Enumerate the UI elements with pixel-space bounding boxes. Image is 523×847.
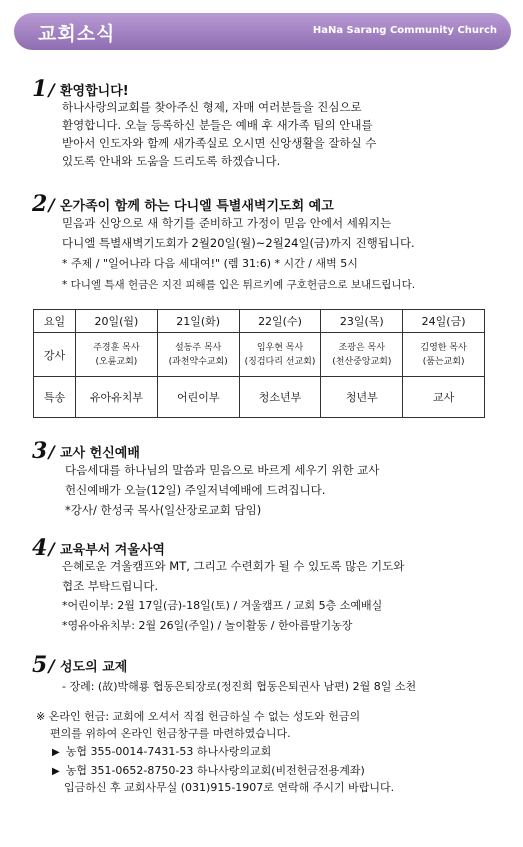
section-number: 1 / <box>32 76 55 102</box>
section-title: 온가족이 함께 하는 다니엘 특별새벽기도회 예고 <box>60 199 334 214</box>
page-title: 교회소식 <box>38 23 116 45</box>
speaker-church: (천산중앙교회) <box>332 356 392 367</box>
section-text: 믿음과 신앙으로 새 학기를 준비하고 가정이 믿음 안에서 세워지는 <box>62 216 392 230</box>
speaker-church: (품는교회) <box>422 356 465 367</box>
table-cell <box>321 333 403 377</box>
section-number: 2 / <box>32 191 55 217</box>
table-cell: 어린이부 <box>157 377 239 418</box>
section-title: 교사 헌신예배 <box>60 446 140 461</box>
section-text: 협조 부탁드립니다. <box>62 579 159 593</box>
speaker-church: (과천약수교회) <box>168 356 228 367</box>
speaker-name: 주경훈 목사 <box>93 342 140 353</box>
section-title: 환영합니다! <box>60 84 129 99</box>
arrow-bullet-icon: ▶ <box>52 766 60 777</box>
section-text: 은혜로운 겨울캠프와 MT, 그리고 수련회가 될 수 있도록 많은 기도와 <box>62 559 405 573</box>
speaker-church: (징검다리 선교회) <box>244 356 316 367</box>
schedule-table <box>33 309 485 418</box>
online-offering-notice <box>36 708 496 798</box>
table-cell: 청소년부 <box>239 377 321 418</box>
speaker-name: 설동주 목사 <box>175 342 222 353</box>
table-cell: 청년부 <box>321 377 403 418</box>
table-cell <box>157 333 239 377</box>
section-text: 받아서 인도자와 함께 새가족실로 오시면 신앙생활을 잘하실 수 <box>62 136 377 150</box>
speaker-name: 조광은 목사 <box>338 342 385 353</box>
table-cell <box>403 333 485 377</box>
table-cell <box>239 333 321 377</box>
section-number: 3 / <box>32 438 55 464</box>
table-cell: 22일(수) <box>239 310 321 333</box>
table-cell: 24일(금) <box>403 310 485 333</box>
section-text: 환영합니다. 오늘 등록하신 분들은 예배 후 새가족 팀의 안내를 <box>62 118 373 132</box>
speaker-church: (오륜교회) <box>95 356 138 367</box>
table-cell: 강사 <box>34 333 76 377</box>
section-text: *어린이부: 2월 17일(금)-18일(토) / 겨울캠프 / 교회 5층 소예배실 <box>62 599 383 612</box>
section-title: 성도의 교제 <box>60 660 128 675</box>
section-text: 있도록 안내와 도움을 드리도록 하겠습니다. <box>62 154 281 168</box>
speaker-name: 임우현 목사 <box>256 342 304 353</box>
table-cell: 특송 <box>34 377 76 418</box>
section-text: * 주제 / "일어나라 다음 세대여!" (렘 31:6) * 시간 / 새벽 5시 <box>62 257 358 270</box>
section-text: 다음세대를 하나님의 말씀과 믿음으로 바르게 세우기 위한 교사 <box>65 463 380 477</box>
table-row <box>34 333 485 377</box>
section-text: *영유아유치부: 2월 26일(주일) / 놀이활동 / 한아름딸기농장 <box>62 619 353 632</box>
account-number: 농협 351-0652-8750-23 하나사랑의교회(비전헌금전용계좌) <box>65 764 365 777</box>
section-number: 4 / <box>32 535 55 561</box>
table-cell <box>76 333 158 377</box>
section-text: 헌신예배가 오늘(12일) 주일저녁예배에 드려집니다. <box>65 483 326 497</box>
offering-text: ※ 온라인 헌금: 교회에 오셔서 직접 헌금하실 수 없는 성도와 헌금의 <box>36 710 361 723</box>
section-text: 하나사랑의교회를 찾아주신 형제, 자매 여러분들을 진심으로 <box>62 100 362 114</box>
section-text: *강사/ 한성국 목사(일산장로교회 담임) <box>65 503 262 517</box>
table-row <box>34 310 485 333</box>
arrow-bullet-icon: ▶ <box>52 747 60 758</box>
table-cell: 20일(월) <box>76 310 158 333</box>
account-number: 농협 355-0014-7431-53 하나사랑의교회 <box>65 745 272 758</box>
section-text: 다니엘 특별새벽기도회가 2월20일(월)~2월24일(금)까지 진행됩니다. <box>62 236 415 250</box>
header-banner <box>14 13 511 50</box>
offering-text: 입금하신 후 교회사무실 (031)915-1907로 연락해 주시기 바랍니다. <box>64 781 395 794</box>
offering-text: 편의를 위하여 온라인 헌금창구를 마련하였습니다. <box>50 727 291 740</box>
table-cell: 교사 <box>403 377 485 418</box>
section-title: 교육부서 겨울사역 <box>60 543 165 558</box>
account-row <box>52 743 271 762</box>
section-text: - 장례: (故)박해룡 협동은퇴장로(정진희 협동은퇴권사 남편) 2월 8일 소천 <box>62 680 417 693</box>
table-row <box>34 377 485 418</box>
section-text: * 다니엘 특새 헌금은 지진 피해를 입은 튀르키예 구호헌금으로 보내드립니다. <box>62 279 416 291</box>
church-name: HaNa Sarang Community Church <box>312 25 497 36</box>
table-cell: 21일(화) <box>157 310 239 333</box>
table-cell: 유아유치부 <box>76 377 158 418</box>
table-cell: 요일 <box>34 310 76 333</box>
speaker-name: 김영한 목사 <box>420 342 467 353</box>
section-number: 5 / <box>32 652 55 678</box>
table-cell: 23일(목) <box>321 310 403 333</box>
